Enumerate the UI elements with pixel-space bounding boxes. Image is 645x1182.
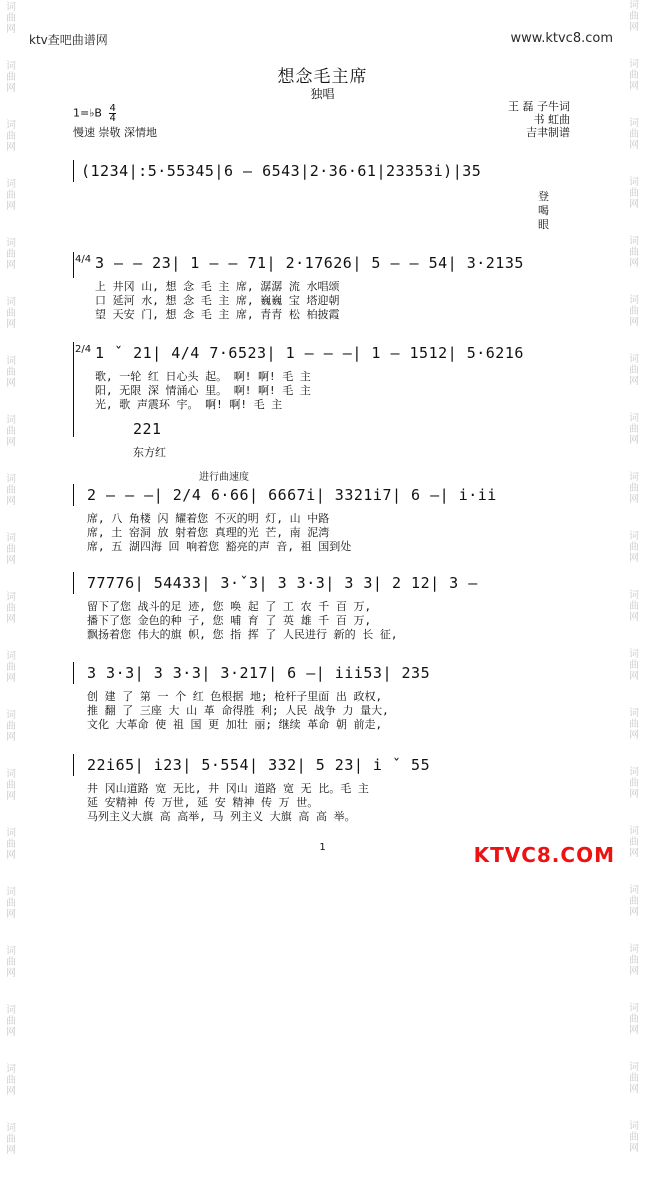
system-4 <box>73 468 573 563</box>
watermark-char: 词 <box>6 356 16 367</box>
watermark-char: 词 <box>6 887 16 898</box>
watermark-char: 曲 <box>629 955 639 966</box>
watermark-char: 曲 <box>629 601 639 612</box>
tempo-marking: 慢速 崇敬 深情地 <box>73 126 157 139</box>
watermark-char: 网 <box>6 732 16 743</box>
arranger-credit: 吉聿制谱 <box>526 126 570 139</box>
watermark-char: 网 <box>629 376 639 387</box>
watermark-char: 曲 <box>629 188 639 199</box>
watermark-gap <box>4 1156 18 1182</box>
system-5-notes: 77776| 54433| 3·ˇ3| 3 3·3| 3 3| 2 12| 3 — <box>87 574 478 592</box>
watermark-char: 曲 <box>6 249 16 260</box>
watermark-char: 网 <box>629 140 639 151</box>
watermark-gap <box>4 212 18 238</box>
watermark-char: 网 <box>629 966 639 977</box>
watermark-char: 曲 <box>629 365 639 376</box>
watermark-char: 曲 <box>629 247 639 258</box>
watermark-gap <box>4 625 18 651</box>
watermark-char: 网 <box>629 789 639 800</box>
watermark-gap <box>627 151 641 177</box>
system-3 <box>73 340 573 460</box>
system-5-lyrics-3: 飘扬着您 伟大的旗 帜, 您 指 挥 了 人民进行 新的 长 征, <box>87 628 398 641</box>
watermark-char: 网 <box>6 850 16 861</box>
watermark-gap <box>4 389 18 415</box>
watermark-gap <box>4 743 18 769</box>
watermark-char: 网 <box>6 260 16 271</box>
system-2-time: 4/4 <box>75 254 92 265</box>
watermark-gap <box>627 505 641 531</box>
watermark-char: 曲 <box>6 957 16 968</box>
system-6 <box>73 660 573 735</box>
watermark-char: 曲 <box>6 426 16 437</box>
system-3-ending-lyric: 东方红 <box>133 446 166 459</box>
watermark-gap <box>627 1095 641 1121</box>
watermark-char: 网 <box>6 673 16 684</box>
system-2-lyrics-1: 上 井冈 山, 想 念 毛 主 席, 潺潺 流 水唱颂 <box>95 280 340 293</box>
watermark-char: 网 <box>6 319 16 330</box>
system-2-lyrics-2: 口 延河 水, 想 念 毛 主 席, 巍巍 宝 塔迎朝 <box>95 294 340 307</box>
watermark-gap <box>627 328 641 354</box>
system-2-lyrics-3: 望 天安 门, 想 念 毛 主 席, 青青 松 柏披霞 <box>95 308 340 321</box>
watermark-char: 曲 <box>629 129 639 140</box>
watermark-gap <box>627 623 641 649</box>
brand-logo[interactable]: KTVC8.COM <box>473 843 615 867</box>
watermark-char: 曲 <box>629 837 639 848</box>
watermark-char: 网 <box>629 1143 639 1154</box>
watermark-char: 词 <box>6 2 16 13</box>
watermark-char: 曲 <box>6 603 16 614</box>
system-1-side-lyric-3: 眼 <box>538 218 549 231</box>
watermark-char: 词 <box>629 1121 639 1132</box>
watermark-char: 网 <box>6 614 16 625</box>
system-5-lyrics-1: 留下了您 战斗的足 迹, 您 唤 起 了 工 农 千 百 万, <box>87 600 372 613</box>
watermark-char: 网 <box>6 437 16 448</box>
watermark-char: 词 <box>6 61 16 72</box>
watermark-gap <box>627 269 641 295</box>
time-signature <box>109 104 115 123</box>
watermark-char: 网 <box>6 555 16 566</box>
watermark-char: 曲 <box>6 308 16 319</box>
watermark-char: 词 <box>629 0 639 11</box>
site-name-left[interactable]: ktv查吧曲谱网 <box>29 33 108 47</box>
watermark-char: 词 <box>6 297 16 308</box>
watermark-char: 曲 <box>629 1073 639 1084</box>
watermark-char: 网 <box>629 1025 639 1036</box>
watermark-char: 词 <box>629 531 639 542</box>
watermark-char: 词 <box>629 177 639 188</box>
watermark-char: 词 <box>6 1064 16 1075</box>
watermark-gap <box>4 684 18 710</box>
watermark-char: 词 <box>629 118 639 129</box>
watermark-gap <box>627 564 641 590</box>
watermark-char: 网 <box>6 1027 16 1038</box>
system-4-lyrics-2: 席, 土 窑洞 放 射着您 真理的光 芒, 南 泥湾 <box>87 526 330 539</box>
watermark-char: 词 <box>629 236 639 247</box>
system-1-side-lyric-1: 登 <box>538 190 549 203</box>
watermark-char: 曲 <box>6 839 16 850</box>
system-6-lyrics-3: 文化 大革命 使 祖 国 更 加壮 丽; 继续 革命 朝 前走, <box>87 718 383 731</box>
watermark-char: 词 <box>629 944 639 955</box>
system-3-lyrics-3: 光, 歌 声震环 宇。 啊! 啊! 毛 主 <box>95 398 283 411</box>
watermark-char: 网 <box>6 24 16 35</box>
watermark-char: 词 <box>6 415 16 426</box>
system-3-time: 2/4 <box>75 344 92 355</box>
system-4-notes: 2 — — —| 2/4 6·66| 6667i| 3321i7| 6 —| i·ii <box>87 486 497 504</box>
composer-credit: 书 虹曲 <box>533 113 570 126</box>
key-label: 1=♭B <box>73 106 102 120</box>
watermark-left-column <box>4 2 18 1156</box>
system-3-lyrics-2: 阳, 无限 深 情涌心 里。 啊! 啊! 毛 主 <box>95 384 311 397</box>
watermark-gap <box>627 682 641 708</box>
system-7-lyrics-2: 延 安精神 传 万世, 延 安 精神 传 万 世。 <box>87 796 319 809</box>
watermark-gap <box>4 153 18 179</box>
watermark-char: 词 <box>629 59 639 70</box>
watermark-gap <box>627 800 641 826</box>
watermark-char: 词 <box>629 413 639 424</box>
watermark-char: 词 <box>629 649 639 660</box>
watermark-char: 曲 <box>629 1132 639 1143</box>
watermark-gap <box>4 802 18 828</box>
song-subtitle: 独唱 <box>310 87 335 101</box>
watermark-char: 网 <box>6 83 16 94</box>
watermark-char: 网 <box>629 730 639 741</box>
watermark-char: 网 <box>6 378 16 389</box>
watermark-char: 网 <box>629 553 639 564</box>
watermark-gap <box>627 446 641 472</box>
system-7 <box>73 752 573 827</box>
site-url-right[interactable]: www.ktvc8.com <box>510 31 613 46</box>
page-number: 1 <box>319 842 326 853</box>
watermark-gap <box>627 977 641 1003</box>
watermark-char: 词 <box>629 885 639 896</box>
watermark-char: 曲 <box>6 721 16 732</box>
watermark-char: 词 <box>629 767 639 778</box>
watermark-char: 词 <box>629 1003 639 1014</box>
watermark-char: 词 <box>6 828 16 839</box>
watermark-char: 网 <box>6 142 16 153</box>
system-4-lyrics-3: 席, 五 湖四海 回 响着您 豁亮的声 音, 祖 国到处 <box>87 540 352 553</box>
watermark-char: 词 <box>629 1062 639 1073</box>
watermark-char: 曲 <box>629 660 639 671</box>
system-3-lyrics-1: 歌, 一轮 红 日心头 起。 啊! 啊! 毛 主 <box>95 370 311 383</box>
watermark-char: 网 <box>629 1084 639 1095</box>
watermark-char: 词 <box>6 238 16 249</box>
system-2-notes: 3 — — 23| 1 — — 71| 2·17626| 5 — — 54| 3·2135 <box>95 254 524 272</box>
watermark-gap <box>4 1038 18 1064</box>
watermark-gap <box>627 741 641 767</box>
system-7-lyrics-1: 井 冈山道路 宽 无比, 井 冈山 道路 宽 无 比。毛 主 <box>87 782 369 795</box>
watermark-char: 词 <box>6 710 16 721</box>
watermark-gap <box>4 920 18 946</box>
system-5 <box>73 570 573 645</box>
watermark-gap <box>627 1154 641 1180</box>
watermark-char: 曲 <box>629 542 639 553</box>
watermark-char: 网 <box>629 81 639 92</box>
system-7-notes: 22i65| i23| 5·554| 332| 5 23| i ˇ 55 <box>87 756 431 774</box>
lyricist-credit: 王 磊 子牛词 <box>508 100 570 113</box>
watermark-char: 曲 <box>629 11 639 22</box>
watermark-char: 词 <box>629 826 639 837</box>
watermark-char: 曲 <box>6 131 16 142</box>
watermark-char: 网 <box>629 258 639 269</box>
watermark-gap <box>4 979 18 1005</box>
watermark-char: 曲 <box>6 485 16 496</box>
watermark-char: 曲 <box>629 778 639 789</box>
watermark-gap <box>4 330 18 356</box>
watermark-char: 曲 <box>6 544 16 555</box>
watermark-gap <box>627 33 641 59</box>
watermark-char: 词 <box>6 769 16 780</box>
watermark-char: 词 <box>6 533 16 544</box>
time-bottom: 4 <box>109 113 116 124</box>
watermark-char: 网 <box>6 968 16 979</box>
system-2 <box>73 250 573 325</box>
watermark-char: 曲 <box>6 72 16 83</box>
watermark-char: 词 <box>629 708 639 719</box>
watermark-char: 曲 <box>629 719 639 730</box>
watermark-char: 曲 <box>6 780 16 791</box>
system-7-lyrics-3: 马列主义大旗 高 高举, 马 列主义 大旗 高 高 举。 <box>87 810 356 823</box>
watermark-char: 词 <box>629 590 639 601</box>
watermark-char: 词 <box>6 1005 16 1016</box>
watermark-char: 曲 <box>6 898 16 909</box>
watermark-char: 网 <box>629 199 639 210</box>
system-6-lyrics-2: 推 翻 了 三座 大 山 革 命得胜 利; 人民 战争 力 量大, <box>87 704 389 717</box>
watermark-char: 曲 <box>6 662 16 673</box>
watermark-gap <box>4 566 18 592</box>
watermark-char: 词 <box>6 946 16 957</box>
system-6-lyrics-1: 创 建 了 第 一 个 红 色根据 地; 枪杆子里面 出 政权, <box>87 690 383 703</box>
system-1 <box>73 158 573 231</box>
watermark-char: 词 <box>6 1123 16 1134</box>
system-3-ending-notes: 221 <box>133 420 162 438</box>
watermark-char: 词 <box>6 651 16 662</box>
watermark-gap <box>627 859 641 885</box>
watermark-char: 网 <box>6 791 16 802</box>
watermark-char: 曲 <box>6 1016 16 1027</box>
watermark-char: 曲 <box>629 424 639 435</box>
watermark-gap <box>4 1097 18 1123</box>
watermark-gap <box>4 861 18 887</box>
watermark-gap <box>627 1036 641 1062</box>
watermark-char: 曲 <box>629 483 639 494</box>
watermark-char: 网 <box>6 496 16 507</box>
watermark-gap <box>4 35 18 61</box>
system-3-notes: 1 ˇ 21| 4/4 7·6523| 1 — — —| 1 — 1512| 5·6216 <box>95 344 524 362</box>
system-6-notes: 3 3·3| 3 3·3| 3·217| 6 —| iii53| 235 <box>87 664 431 682</box>
watermark-char: 网 <box>629 848 639 859</box>
watermark-char: 词 <box>629 354 639 365</box>
watermark-char: 网 <box>629 671 639 682</box>
system-5-lyrics-2: 播下了您 金色的种 子, 您 哺 育 了 英 雄 千 百 万, <box>87 614 372 627</box>
watermark-char: 曲 <box>629 306 639 317</box>
watermark-char: 曲 <box>629 896 639 907</box>
watermark-gap <box>4 271 18 297</box>
system-4-lyrics-1: 席, 八 角楼 闪 耀着您 不灭的明 灯, 山 中路 <box>87 512 330 525</box>
watermark-char: 曲 <box>629 1014 639 1025</box>
watermark-char: 网 <box>6 909 16 920</box>
watermark-char: 曲 <box>6 13 16 24</box>
time-top: 4 <box>109 103 116 114</box>
watermark-gap <box>627 918 641 944</box>
watermark-right-column <box>627 0 641 1154</box>
system-4-tempo: 进行曲速度 <box>199 472 249 483</box>
watermark-char: 曲 <box>6 1075 16 1086</box>
watermark-char: 网 <box>629 22 639 33</box>
system-1-side-lyric-2: 喝 <box>538 204 549 217</box>
watermark-char: 网 <box>629 317 639 328</box>
watermark-char: 词 <box>6 179 16 190</box>
watermark-char: 网 <box>629 907 639 918</box>
song-title: 想念毛主席 <box>277 67 368 87</box>
key-signature <box>73 104 116 123</box>
system-1-notes: (1234|:5·55345|6 — 6543|2·36·61|23353i)|35 <box>81 162 482 180</box>
watermark-char: 曲 <box>6 367 16 378</box>
watermark-char: 网 <box>629 435 639 446</box>
watermark-char: 网 <box>6 1145 16 1156</box>
watermark-gap <box>627 387 641 413</box>
watermark-gap <box>4 448 18 474</box>
watermark-gap <box>4 507 18 533</box>
watermark-char: 曲 <box>6 1134 16 1145</box>
watermark-char: 曲 <box>6 190 16 201</box>
watermark-char: 网 <box>629 494 639 505</box>
watermark-char: 曲 <box>629 70 639 81</box>
watermark-char: 词 <box>629 295 639 306</box>
watermark-char: 词 <box>629 472 639 483</box>
watermark-char: 网 <box>629 612 639 623</box>
watermark-gap <box>627 210 641 236</box>
watermark-char: 词 <box>6 474 16 485</box>
watermark-char: 词 <box>6 120 16 131</box>
watermark-char: 网 <box>6 201 16 212</box>
watermark-char: 词 <box>6 592 16 603</box>
watermark-char: 网 <box>6 1086 16 1097</box>
